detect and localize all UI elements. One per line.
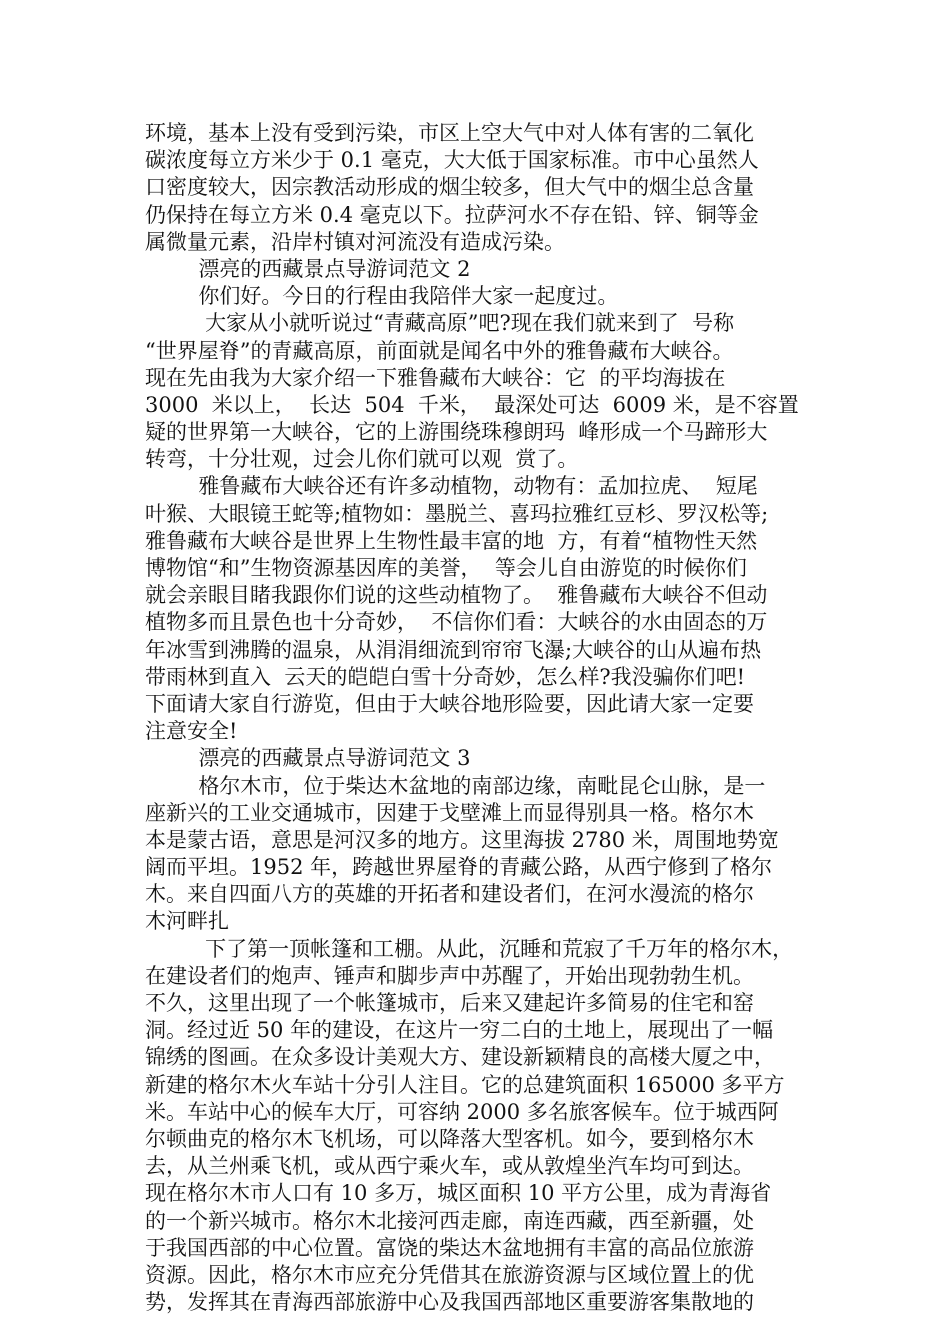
text-line: 新建的格尔木火车站十分引人注目。它的总建筑面积 165000 多平方 — [145, 1072, 785, 1097]
text-line: 疑的世界第一大峡谷，它的上游围绕珠穆朗玛 峰形成一个马蹄形大 — [145, 420, 768, 445]
text-line: 漂亮的西藏景点导游词范文 3 — [145, 746, 471, 771]
text-line: 叶猴、大眼镜王蛇等;植物如：墨脱兰、喜玛拉雅红豆杉、罗汉松等; — [145, 501, 769, 526]
text-line: 口密度较大，因宗教活动形成的烟尘较多，但大气中的烟尘总含量 — [145, 175, 754, 200]
text-line: 格尔木市，位于柴达木盆地的南部边缘，南毗昆仑山脉，是一 — [145, 773, 766, 798]
text-line: 就会亲眼目睹我跟你们说的这些动植物了。 雅鲁藏布大峡谷不但动 — [145, 583, 768, 608]
text-line: 大家从小就听说过“青藏高原”吧?现在我们就来到了 号称 — [145, 311, 735, 336]
text-line: 本是蒙古语，意思是河汉多的地方。这里海拔 2780 米，周围地势宽 — [145, 827, 779, 852]
text-line: 注意安全! — [145, 719, 238, 744]
text-line: 锦绣的图画。在众多设计美观大方、建设新颖精良的高楼大厦之中， — [145, 1045, 775, 1070]
text-line: 木河畔扎 — [145, 909, 229, 934]
text-line: 博物馆“和”生物资源基因库的美誉， 等会儿自由游览的时候你们 — [145, 556, 747, 580]
text-line: 漂亮的西藏景点导游词范文 2 — [145, 256, 471, 281]
text-line: 属微量元素，沿岸村镇对河流没有造成污染。 — [145, 229, 565, 254]
text-line: 你们好。今日的行程由我陪伴大家一起度过。 — [145, 284, 619, 309]
text-line: 下了第一顶帐篷和工棚。从此，沉睡和荒寂了千万年的格尔木， — [145, 936, 794, 961]
text-line: 仍保持在每立方米 0.4 毫克以下。拉萨河水不存在铅、锌、铜等金 — [145, 202, 759, 227]
text-line: 现在先由我为大家介绍一下雅鲁藏布大峡谷：它 的平均海拔在 — [145, 365, 726, 390]
text-line: 米。车站中心的候车大厅，可容纳 2000 多名旅客候车。位于城西阿 — [145, 1099, 779, 1124]
text-line: 带雨林到直入 云天的皑皑白雪十分奇妙，怎么样?我没骗你们吧! — [145, 664, 746, 689]
text-line: 不久，这里出现了一个帐篷城市，后来又建起许多简易的住宅和窑 — [145, 991, 754, 1015]
text-line: 环境，基本上没有受到污染，市区上空大气中对人体有害的二氧化 — [145, 121, 754, 145]
text-line: 洞。经过近 50 年的建设，在这片一穷二白的土地上，展现出了一幅 — [145, 1018, 774, 1043]
text-line: 于我国西部的中心位置。富饶的柴达木盆地拥有丰富的高品位旅游 — [145, 1235, 754, 1260]
text-line: 座新兴的工业交通城市，因建于戈壁滩上而显得别具一格。格尔木 — [145, 800, 754, 825]
text-line: “世界屋脊”的青藏高原，前面就是闻名中外的雅鲁藏布大峡谷。 — [145, 338, 734, 363]
text-line: 雅鲁藏布大峡谷是世界上生物性最丰富的地 方，有着“植物性天然 — [145, 528, 758, 553]
text-line: 阔而平坦。1952 年，跨越世界屋脊的青藏公路，从西宁修到了格尔 — [145, 855, 773, 880]
text-line: 雅鲁藏布大峡谷还有许多动植物，动物有：孟加拉虎、 短尾 — [145, 474, 758, 499]
text-line: 的一个新兴城市。格尔木北接河西走廊，南连西藏，西至新疆，处 — [145, 1208, 754, 1233]
document-body — [145, 120, 815, 1316]
text-line: 转弯，十分壮观，过会儿你们就可以观 赏了。 — [145, 447, 579, 472]
text-line: 在建设者们的炮声、锤声和脚步声中苏醒了，开始出现勃勃生机。 — [145, 963, 754, 988]
text-line: 木。来自四面八方的英雄的开拓者和建设者们，在河水漫流的格尔 — [145, 882, 754, 907]
text-line: 年冰雪到沸腾的温泉，从涓涓细流到帘帘飞瀑;大峡谷的山从遍布热 — [145, 637, 762, 662]
text-line: 势，发挥其在青海西部旅游中心及我国西部地区重要游客集散地的 — [145, 1290, 754, 1315]
text-line: 去，从兰州乘飞机，或从西宁乘火车，或从敦煌坐汽车均可到达。 — [145, 1154, 754, 1179]
text-line: 3000 米以上， 长达 504 千米， 最深处可达 6009 米，是不容置 — [145, 392, 799, 417]
text-line: 植物多而且景色也十分奇妙， 不信你们看：大峡谷的水由固态的万 — [145, 610, 768, 635]
text-line: 资源。因此，格尔木市应充分凭借其在旅游资源与区域位置上的优 — [145, 1262, 754, 1287]
text-line: 现在格尔木市人口有 10 多万，城区面积 10 平方公里，成为青海省 — [145, 1181, 772, 1206]
text-line: 尔顿曲克的格尔木飞机场，可以降落大型客机。如今，要到格尔木 — [145, 1126, 754, 1151]
text-line: 下面请大家自行游览，但由于大峡谷地形险要，因此请大家一定要 — [145, 691, 754, 716]
text-line: 碳浓度每立方米少于 0.1 毫克，大大低于国家标准。市中心虽然人 — [145, 148, 759, 173]
